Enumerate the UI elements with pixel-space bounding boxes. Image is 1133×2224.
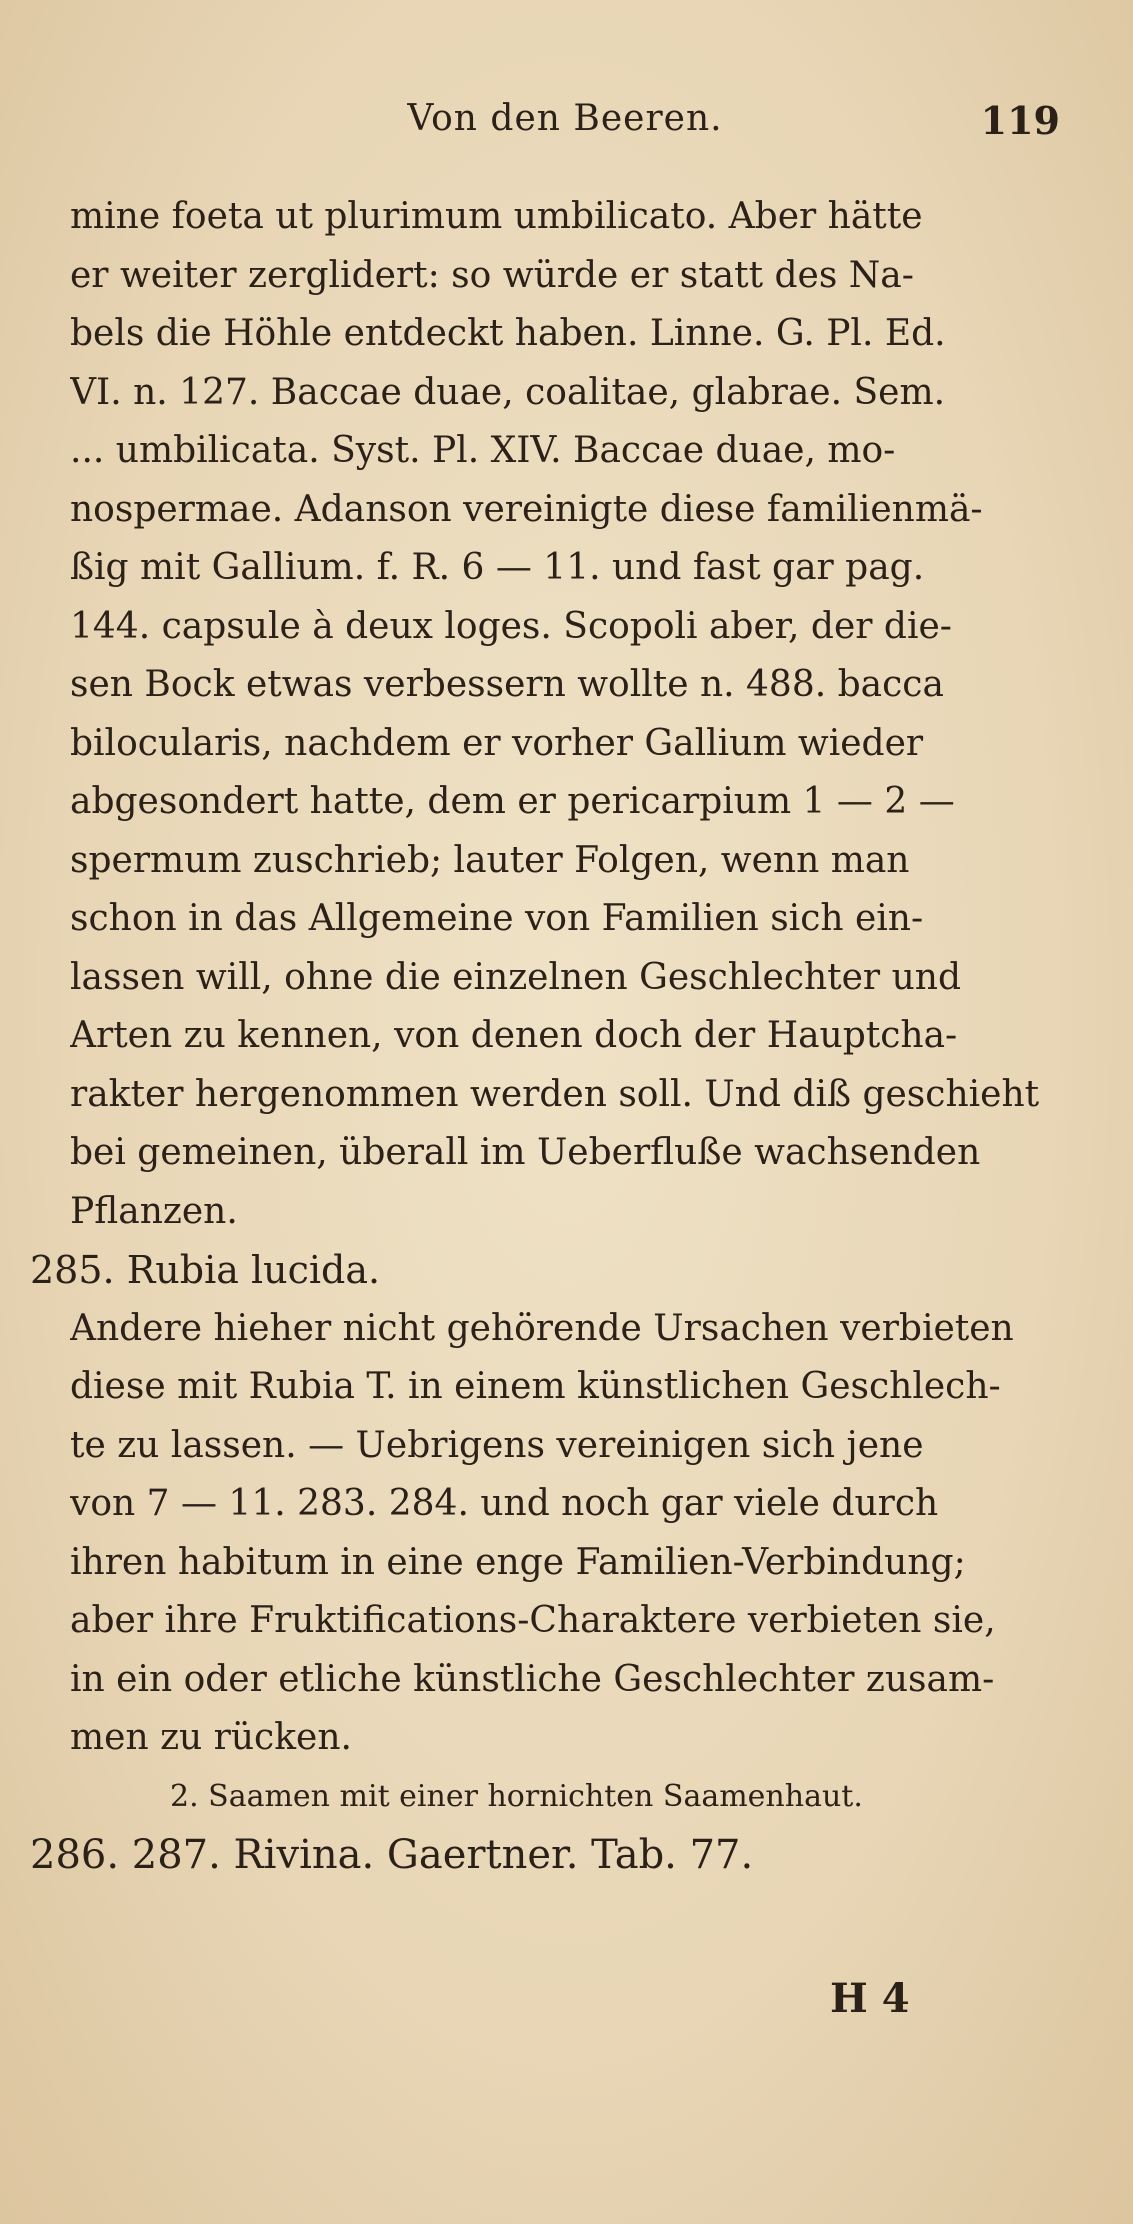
text-line: men zu rücken. [70,1717,352,1758]
text-line: aber ihre Fruktifications-Charaktere verbieten sie, [70,1600,996,1641]
section-heading: 286. 287. Rivina. Gaertner. Tab. 77. [30,1832,754,1878]
text-line: bilocularis, nachdem er vorher Gallium wieder [70,722,924,764]
text-line: er weiter zerglidert: so würde er statt des Na- [70,254,914,296]
subsection-heading: 2. Saamen mit einer hornichten Saamenhaut. [170,1778,863,1814]
text-line: mine foeta ut plurimum umbilicato. Aber hätte [70,196,923,237]
text-line: in ein oder etliche künstliche Geschlechter zusam- [70,1658,995,1700]
text-line: von 7 — 11. 283. 284. und noch gar viele durch [70,1483,939,1524]
text-line: ihren habitum in eine enge Familien-Verbindung; [70,1541,966,1583]
text-line: schon in das Allgemeine von Familien sich ein- [70,898,924,939]
text-line: nospermae. Adanson vereinigte diese familienmä- [70,488,983,530]
text-line: Pflanzen. [70,1190,238,1232]
running-header [60,98,1070,158]
page-number: 119 [980,98,1060,143]
running-title: Von den Beeren. [407,98,723,139]
text-line: lassen will, ohne die einzelnen Geschlechter und [70,956,961,998]
text-line: 144. capsule à deux loges. Scopoli aber, der die- [70,605,952,647]
page-body [30,188,1070,1885]
text-line: sen Bock etwas verbessern wollte n. 488. bacca [70,664,944,705]
text-line: Arten zu kennen, von denen doch der Hauptcha- [70,1015,958,1056]
text-line: spermum zuschrieb; lauter Folgen, wenn man [70,839,910,881]
text-line: diese mit Rubia T. in einem künstlichen Geschlech- [70,1366,1001,1407]
text-line: rakter hergenommen werden soll. Und diß geschieht [70,1073,1040,1115]
text-line: te zu lassen. — Uebrigens vereinigen sich jene [70,1424,924,1466]
text-line: ßig mit Gallium. f. R. 6 — 11. und fast gar pag. [70,547,925,588]
text-line: abgesondert hatte, dem er pericarpium 1 — 2 — [70,781,955,822]
text-line: ... umbilicata. Syst. Pl. XIV. Baccae duae, mo- [70,430,896,471]
text-line: bei gemeinen, überall im Ueberfluße wachsenden [70,1132,981,1173]
text-line: Andere hieher nicht gehörende Ursachen verbieten [70,1307,1014,1349]
signature-mark: H 4 [830,1975,910,2022]
text-line: bels die Höhle entdeckt haben. Linne. G. Pl. Ed. [70,313,946,354]
section-heading: 285. Rubia lucida. [30,1248,381,1292]
text-line: VI. n. 127. Baccae duae, coalitae, glabrae. Sem. [70,371,946,413]
